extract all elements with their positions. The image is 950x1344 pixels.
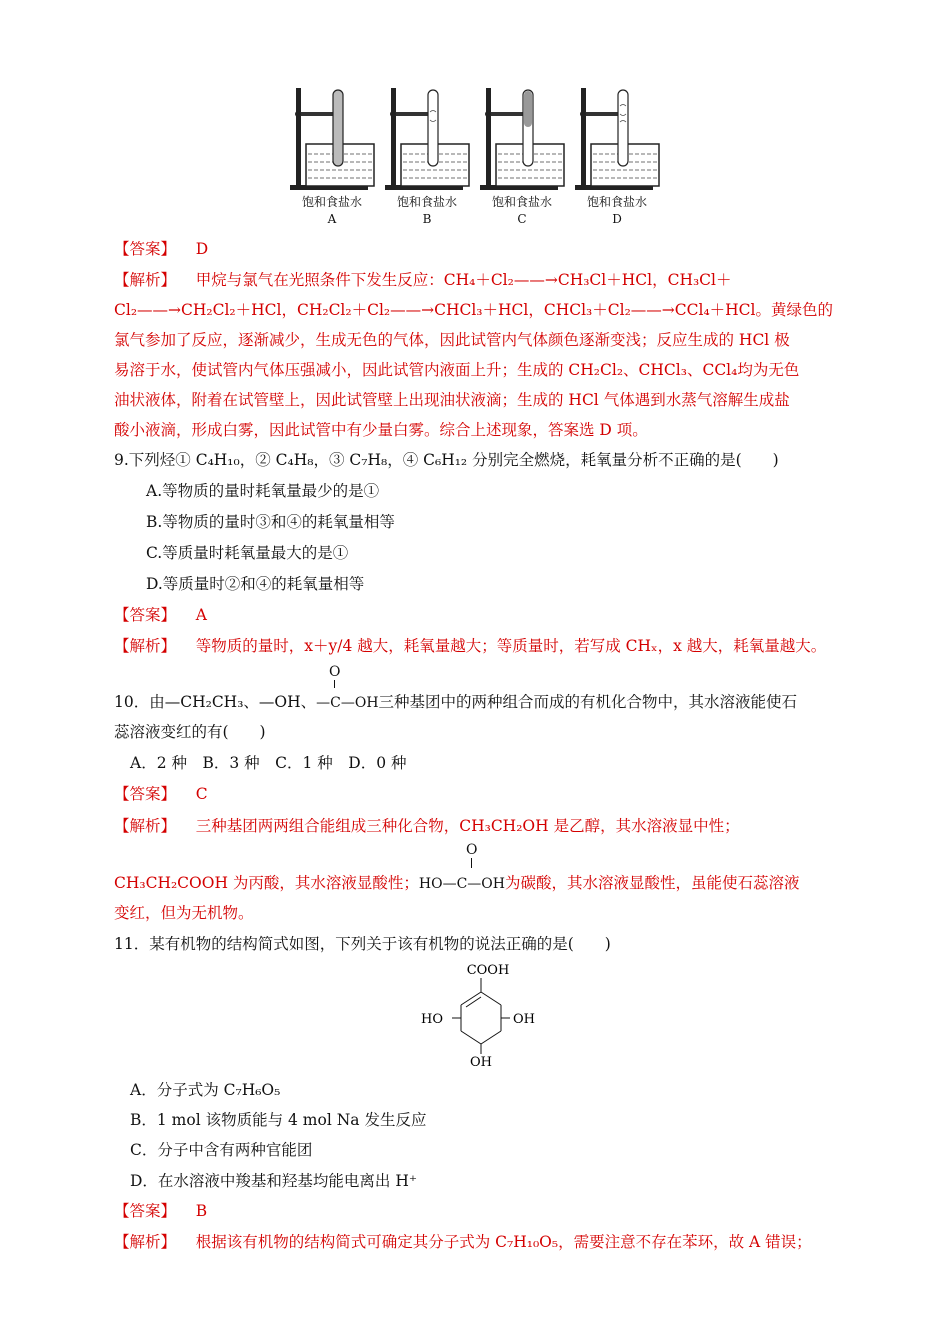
q11-option-d: D．在水溶液中羧基和羟基均能电离出 H⁺ [130, 1172, 418, 1190]
q9-option-b: B.等物质的量时③和④的耗氧量相等 [146, 513, 395, 531]
explanation-tag: 【解析】 [114, 817, 177, 835]
q10-answer-line [114, 783, 208, 805]
q11-answer: B [195, 1202, 208, 1220]
q9-stem: 9.下列烃① C₄H₁₀，② C₄H₈，③ C₇H₈，④ C₆H₁₂ 分别完全燃烧，耗氧量分析不正确的是( ) [114, 451, 779, 469]
group-oh-right: OH [513, 1012, 535, 1027]
answer-tag: 【答案】 [114, 1202, 177, 1220]
q8-explanation-line-1: 【解析】 甲烷与氯气在光照条件下发生反应：CH₄＋Cl₂——→CH₃Cl＋HCl，CH₃Cl＋ [114, 271, 732, 289]
carboxyl-o-atom: O [329, 664, 341, 680]
q11-stem: 11．某有机物的结构简式如图，下列关于该有机物的说法正确的是( ) [114, 935, 611, 953]
caption-c: 饱和食盐水 [491, 195, 553, 209]
group-oh-bottom: OH [470, 1055, 492, 1070]
apparatus-c [480, 88, 564, 190]
label-c: C [517, 212, 527, 226]
caption-a: 饱和食盐水 [301, 195, 363, 209]
q8-explanation-line-3: 氯气参加了反应，逐渐减少，生成无色的气体，因此试管内气体颜色逐渐变浅；反应生成的 HCl 极 [114, 331, 790, 349]
carbonic-o-atom: O [466, 842, 478, 858]
carbonic-acid-structure: HO—C—OH [418, 876, 505, 892]
q10-explanation-line-3: 变红，但为无机物。 [114, 904, 254, 922]
group-cooh: COOH [466, 963, 510, 978]
carboxyl-group: —C—OH [316, 695, 379, 711]
q10-explanation-line-1: 【解析】 三种基团两两组合能组成三种化合物，CH₃CH₂OH 是乙醇，其水溶液显中性； [114, 817, 740, 835]
apparatus-figure [290, 82, 670, 230]
q9-option-c: C.等质量时耗氧量最大的是① [146, 544, 349, 562]
caption-b: 饱和食盐水 [396, 195, 458, 209]
structure-diagram [410, 958, 540, 1070]
label-b: B [422, 212, 432, 226]
q8-explanation-line-2: Cl₂——→CH₂Cl₂＋HCl，CH₂Cl₂＋Cl₂——→CHCl₃＋HCl，CHCl₃＋Cl₂——→CCl₄＋HCl。黄绿色的 [114, 301, 834, 319]
q8-explanation-line-5: 油状液体，附着在试管壁上，因此试管壁上出现油状液滴；生成的 HCl 气体遇到水蒸气溶解生成盐 [114, 391, 790, 409]
q9-option-d: D.等质量时②和④的耗氧量相等 [146, 575, 365, 593]
q9-option-a: A.等物质的量时耗氧量最少的是① [146, 482, 380, 500]
answer-tag: 【答案】 [114, 606, 177, 624]
label-d: D [612, 212, 622, 226]
carbonic-double-bond [471, 858, 473, 868]
q11-option-a: A．分子式为 C₇H₆O₅ [130, 1081, 281, 1099]
q8-answer-line [114, 238, 208, 260]
apparatus-b [385, 88, 469, 190]
q8-answer: D [195, 240, 209, 258]
caption-d: 饱和食盐水 [586, 195, 648, 209]
q10-stem-line-2: 蕊溶液变红的有( ) [114, 723, 266, 741]
apparatus-a [290, 88, 374, 190]
q11-answer-line [114, 1200, 207, 1222]
q11-explanation: 【解析】 根据该有机物的结构简式可确定其分子式为 C₇H₁₀O₅，需要注意不存在苯环，故 A 错误； [114, 1233, 812, 1251]
q11-option-c: C．分子中含有两种官能团 [130, 1141, 313, 1159]
explanation-tag: 【解析】 [114, 637, 177, 655]
answer-tag: 【答案】 [114, 240, 177, 258]
q10-answer: C [195, 785, 208, 803]
q9-answer-line [114, 604, 207, 626]
group-ho-left: HO [421, 1012, 443, 1027]
q8-explanation-line-4: 易溶于水，使试管内气体压强减小，因此试管内液面上升；生成的 CH₂Cl₂、CHCl₃、CCl₄均为无色 [114, 361, 800, 379]
q8-explanation-line-6: 酸小液滴，形成白雾，因此试管中有少量白雾。综合上述现象，答案选 D 项。 [114, 421, 648, 439]
q10-explanation-line-2: CH₃CH₂COOH 为丙酸，其水溶液显酸性；HO—C—OH为碳酸，其水溶液显酸性，虽能使石蕊溶液 [114, 874, 800, 892]
label-a: A [327, 212, 337, 226]
explanation-tag: 【解析】 [114, 1233, 177, 1251]
q10-options: A．2 种 B．3 种 C．1 种 D．0 种 [130, 754, 407, 772]
q11-option-b: B．1 mol 该物质能与 4 mol Na 发生反应 [130, 1111, 427, 1129]
answer-tag: 【答案】 [114, 785, 177, 803]
carboxyl-double-bond [334, 680, 336, 688]
q9-explanation: 【解析】 等物质的量时，x＋y/4 越大，耗氧量越大；等质量时，若写成 CHₓ，x 越大，耗氧量越大。 [114, 637, 827, 655]
apparatus-d [575, 88, 659, 190]
q10-stem-line-1: 10．由—CH₂CH₃、—OH、—C—OH三种基团中的两种组合而成的有机化合物中，其水溶液能使石 [114, 693, 798, 711]
explanation-tag: 【解析】 [114, 271, 177, 289]
q9-answer: A [195, 606, 207, 624]
